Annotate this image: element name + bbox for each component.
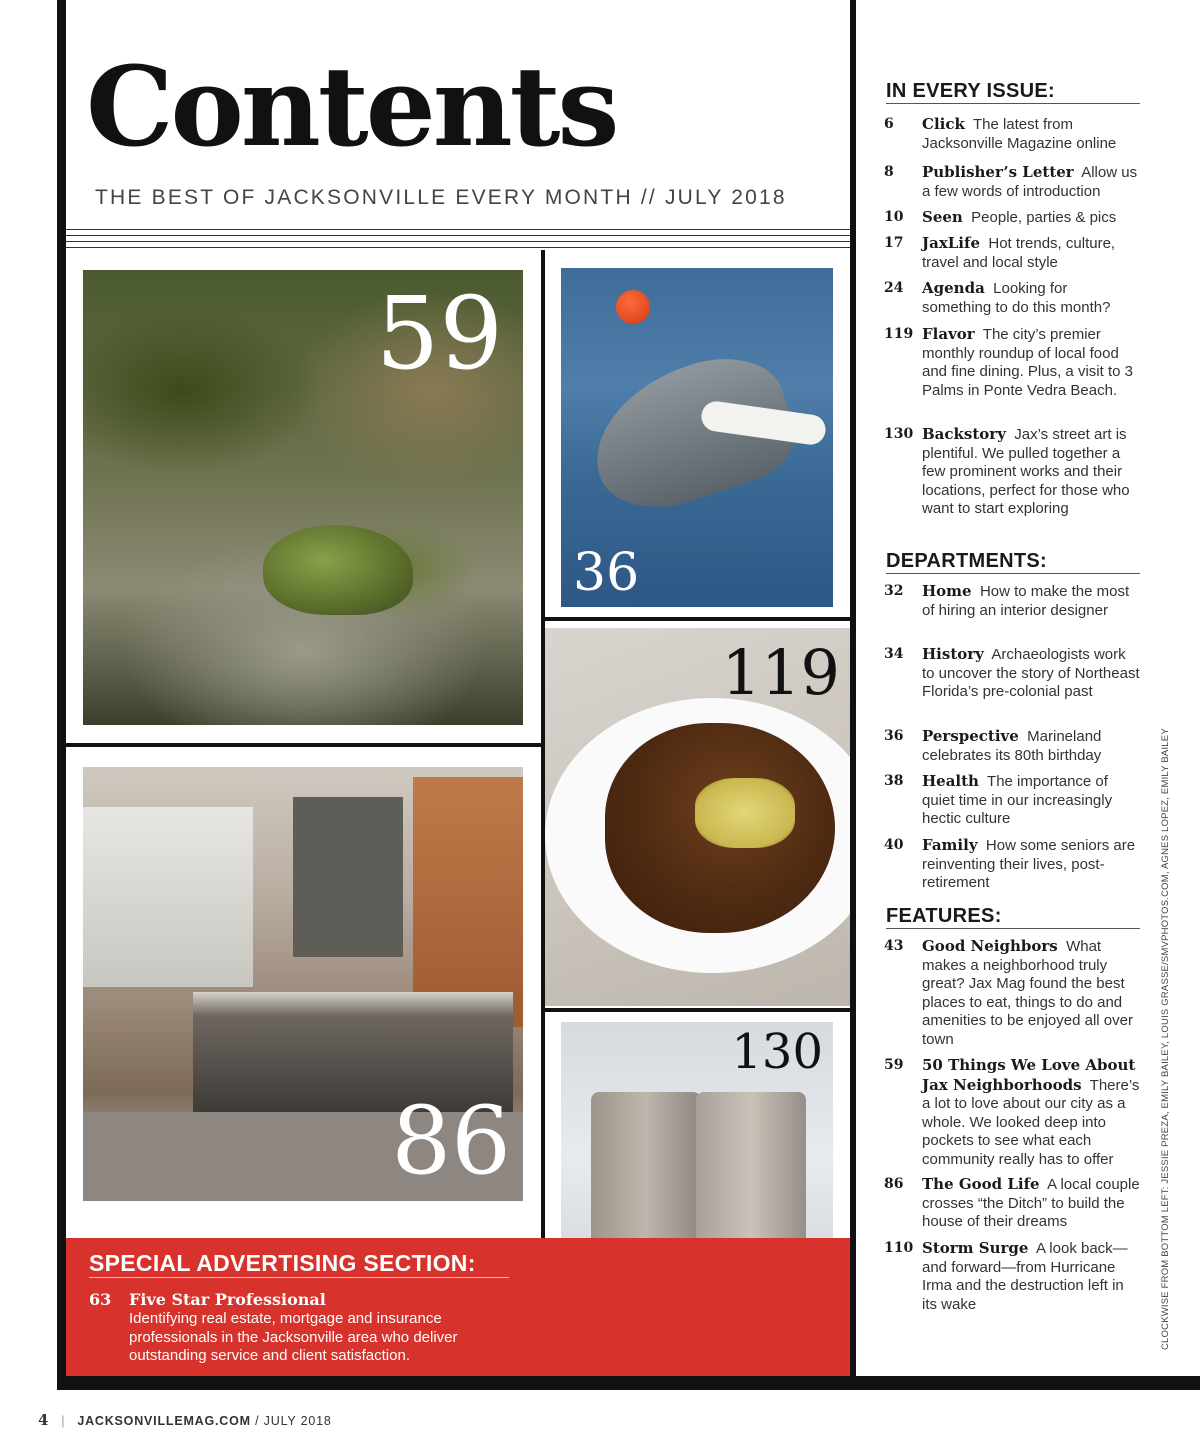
toc-page-number: 32 bbox=[884, 583, 904, 599]
header-rule bbox=[66, 229, 850, 230]
toc-entry[interactable] bbox=[884, 1175, 1140, 1232]
toc-entry[interactable] bbox=[884, 279, 1140, 317]
photo-page-number: 86 bbox=[391, 1087, 511, 1196]
toc-title: The Good Life bbox=[922, 1175, 1040, 1193]
photo-credit: CLOCKWISE FROM BOTTOM LEFT: JESSIE PREZA, EMILY BAILEY, LOUIS GRASSE/SMVPHOTOS.COM, AGNES LOPEZ, EMILY BAILEY bbox=[1160, 728, 1171, 1350]
footer-site-link[interactable]: JACKSONVILLEMAG.COM bbox=[77, 1414, 251, 1428]
grid-divider bbox=[545, 1008, 850, 1012]
toc-page-number: 130 bbox=[884, 426, 914, 442]
toc-description: Looking for something to do this month? bbox=[922, 280, 1111, 316]
toc-page-number: 59 bbox=[884, 1057, 904, 1073]
toc-entry[interactable] bbox=[884, 425, 1140, 519]
section-heading-every-issue: IN EVERY ISSUE: bbox=[886, 80, 1055, 102]
grid-divider bbox=[66, 743, 541, 747]
toc-description: Archaeologists work to uncover the story of Northeast Florida’s pre-colonial past bbox=[922, 646, 1140, 700]
toc-entry[interactable] bbox=[884, 163, 1140, 201]
toc-title: Click bbox=[922, 115, 965, 133]
toc-entry[interactable] bbox=[884, 1056, 1140, 1169]
page-footer bbox=[38, 1411, 332, 1429]
toc-entry[interactable] bbox=[884, 1239, 1140, 1314]
toc-description: The latest from Jacksonville Magazine online bbox=[922, 116, 1117, 152]
toc-title: Good Neighbors bbox=[922, 937, 1058, 955]
frame-center-bar bbox=[850, 0, 856, 1390]
slaw-shape bbox=[695, 778, 795, 848]
toc-description: Marineland celebrates its 80th birthday bbox=[922, 728, 1102, 764]
toc-description: How to make the most of hiring an interior designer bbox=[922, 583, 1130, 619]
toc-page-number: 17 bbox=[884, 235, 904, 251]
toc-title: Seen bbox=[922, 208, 963, 226]
header-rule bbox=[66, 235, 850, 236]
toc-page-number: 40 bbox=[884, 837, 904, 853]
page-tagline: THE BEST OF JACKSONVILLE EVERY MONTH // JULY 2018 bbox=[95, 186, 787, 209]
special-description: Identifying real estate, mortgage and insurance professionals in the Jacksonville area who deliver outstanding service and client satisfaction. bbox=[129, 1310, 458, 1364]
frog-photo[interactable] bbox=[83, 270, 523, 725]
toc-title: Family bbox=[922, 836, 978, 854]
copper-wall-shape bbox=[413, 777, 523, 1027]
toc-page-number: 110 bbox=[884, 1240, 914, 1256]
toc-description: Jax’s street art is plentiful. We pulled together a few prominent works and their locations, perfect for those who want to start exploring bbox=[922, 426, 1130, 517]
footer-date: / JULY 2018 bbox=[255, 1414, 332, 1428]
toc-page-number: 38 bbox=[884, 773, 904, 789]
special-advertising-section bbox=[66, 1238, 850, 1376]
toc-page-number: 10 bbox=[884, 209, 904, 225]
footer-page-number: 4 bbox=[38, 1411, 50, 1429]
toc-description: How some seniors are reinventing their lives, post-retirement bbox=[922, 837, 1136, 891]
toc-page-number: 86 bbox=[884, 1176, 904, 1192]
toc-title: Storm Surge bbox=[922, 1239, 1029, 1257]
toc-entry[interactable] bbox=[884, 937, 1140, 1049]
section-heading-features: FEATURES: bbox=[886, 905, 1002, 927]
toc-entry[interactable] bbox=[884, 836, 1140, 893]
toc-title: Home bbox=[922, 582, 972, 600]
toc-page-number: 119 bbox=[884, 326, 914, 342]
frog-shape bbox=[263, 525, 413, 615]
section-rule bbox=[886, 573, 1140, 574]
grid-divider bbox=[545, 617, 850, 621]
toc-page-number: 36 bbox=[884, 728, 904, 744]
special-rule bbox=[89, 1277, 509, 1278]
toc-description: A look back—and forward—from Hurricane Irma and the destruction left in its wake bbox=[922, 1240, 1128, 1313]
toc-entry[interactable] bbox=[884, 115, 1140, 153]
toc-description: People, parties & pics bbox=[971, 209, 1117, 226]
toc-description: Hot trends, culture, travel and local style bbox=[922, 235, 1116, 271]
cabinet-shape bbox=[293, 797, 403, 957]
photo-page-number: 36 bbox=[573, 543, 640, 603]
toc-entry[interactable] bbox=[884, 727, 1140, 765]
section-rule bbox=[886, 928, 1140, 929]
toc-title: Agenda bbox=[922, 279, 985, 297]
page-title: Contents bbox=[86, 42, 617, 171]
toc-title: JaxLife bbox=[922, 234, 981, 252]
toc-title: 50 Things We Love About Jax Neighborhoods bbox=[922, 1056, 1136, 1094]
footer-separator: | bbox=[61, 1414, 66, 1428]
photo-page-number: 130 bbox=[731, 1024, 823, 1080]
toc-entry[interactable] bbox=[884, 234, 1140, 272]
section-heading-departments: DEPARTMENTS: bbox=[886, 550, 1048, 572]
special-page-number: 63 bbox=[89, 1290, 112, 1309]
toc-title: Publisher’s Letter bbox=[922, 163, 1074, 181]
toc-entry[interactable] bbox=[884, 208, 1140, 228]
frame-left-bar bbox=[57, 0, 66, 1390]
toc-description: A local couple crosses “the Ditch” to build the house of their dreams bbox=[922, 1176, 1140, 1230]
toc-title: Perspective bbox=[922, 727, 1019, 745]
photo-page-number: 119 bbox=[721, 636, 840, 709]
toc-description: There’s a lot to love about our city as a whole. We looked deep into pockets to see what each community really has to offer bbox=[922, 1076, 1140, 1168]
toc-title: Flavor bbox=[922, 325, 975, 343]
toc-page-number: 24 bbox=[884, 280, 904, 296]
section-rule bbox=[886, 103, 1140, 104]
header-rule bbox=[66, 247, 850, 248]
toc-description: Allow us a few words of introduction bbox=[922, 164, 1138, 200]
toc-page-number: 6 bbox=[884, 116, 894, 132]
header-rule bbox=[66, 241, 850, 242]
toc-description: The importance of quiet time in our increasingly hectic culture bbox=[922, 773, 1113, 827]
frame-bottom-bar bbox=[57, 1376, 1200, 1390]
toc-title: History bbox=[922, 645, 984, 663]
toc-page-number: 43 bbox=[884, 938, 904, 954]
toc-description: The city’s premier monthly roundup of local food and fine dining. Plus, a visit to 3 Palms in Ponte Vedra Beach. bbox=[922, 326, 1133, 399]
window-shape bbox=[83, 807, 253, 987]
toc-entry[interactable] bbox=[884, 582, 1140, 620]
toc-title: Health bbox=[922, 772, 979, 790]
special-heading: SPECIAL ADVERTISING SECTION: bbox=[89, 1250, 476, 1276]
toc-description: What makes a neighborhood truly great? Jax Mag found the best places to eat, things to do and amenities to be enjoyed all over town bbox=[922, 938, 1133, 1048]
special-title-link[interactable]: Five Star Professional bbox=[129, 1290, 326, 1309]
toc-entry[interactable] bbox=[884, 645, 1140, 702]
food-bowl-photo[interactable] bbox=[545, 628, 850, 1006]
buoy-shape bbox=[616, 290, 650, 324]
kitchen-photo[interactable] bbox=[83, 767, 523, 1201]
toc-page-number: 8 bbox=[884, 164, 894, 180]
toc-title: Backstory bbox=[922, 425, 1006, 443]
photo-page-number: 59 bbox=[375, 275, 503, 392]
toc-entry[interactable] bbox=[884, 325, 1140, 400]
toc-page-number: 34 bbox=[884, 646, 904, 662]
dolphin-photo[interactable] bbox=[561, 268, 833, 607]
toc-entry[interactable] bbox=[884, 772, 1140, 829]
